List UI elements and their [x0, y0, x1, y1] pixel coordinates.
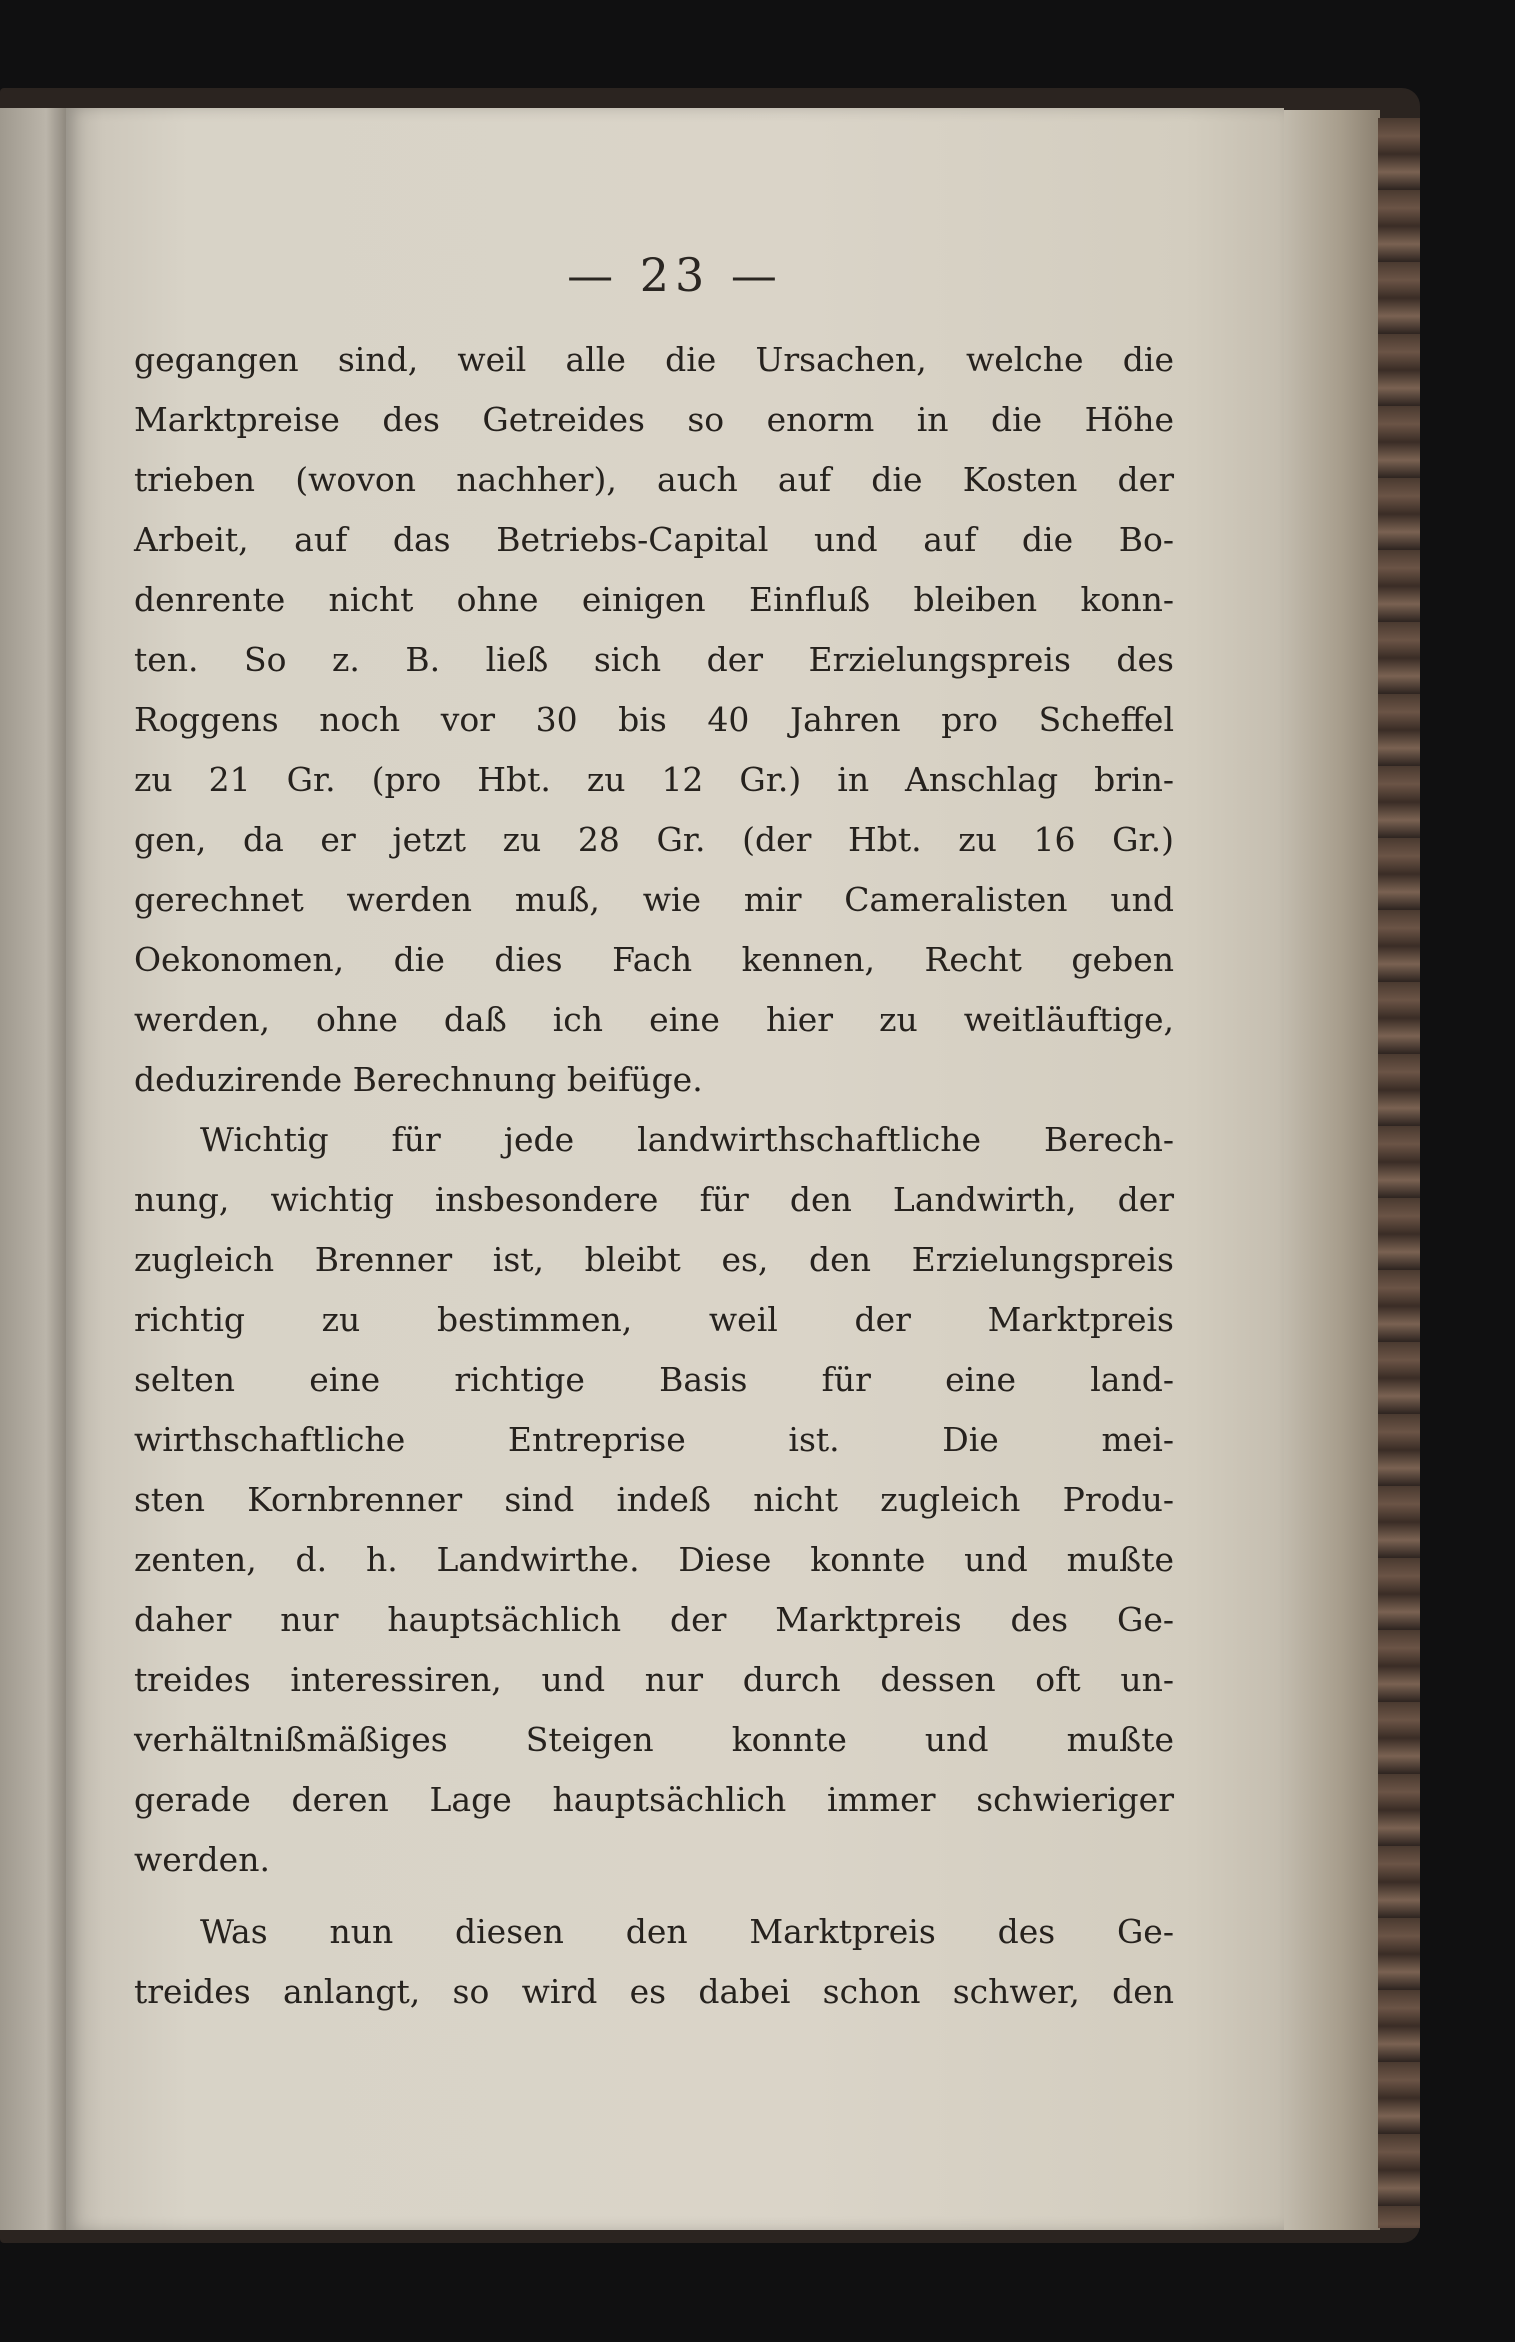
text-line: daher nur hauptsächlich der Marktpreis des Ge- [134, 1600, 1174, 1639]
text-line: treides interessiren, und nur durch dessen oft un- [134, 1660, 1174, 1699]
text-line: gerade deren Lage hauptsächlich immer schwieriger [134, 1780, 1174, 1819]
text-line: Was nun diesen den Marktpreis des Ge- [200, 1912, 1174, 1951]
text-line: gerechnet werden muß, wie mir Cameralisten und [134, 880, 1174, 919]
page-number: — 23 — [567, 248, 783, 302]
page-block-edge [1270, 110, 1380, 2230]
text-line: denrente nicht ohne einigen Einfluß bleiben konn- [134, 580, 1174, 619]
text-line: zu 21 Gr. (pro Hbt. zu 12 Gr.) in Anschlag brin- [134, 760, 1174, 799]
text-line: trieben (wovon nachher), auch auf die Kosten der [134, 460, 1174, 499]
paragraph [134, 1902, 1174, 2022]
body-text [134, 330, 1174, 2022]
text-line: nung, wichtig insbesondere für den Landwirth, der [134, 1180, 1174, 1219]
book-page [66, 108, 1284, 2230]
text-line: verhältnißmäßiges Steigen konnte und mußte [134, 1720, 1174, 1759]
text-line: ten. So z. B. ließ sich der Erzielungspreis des [134, 640, 1174, 679]
paragraph [134, 330, 1174, 1110]
paragraph [134, 1110, 1174, 1890]
text-line: gen, da er jetzt zu 28 Gr. (der Hbt. zu 16 Gr.) [134, 820, 1174, 859]
text-line: deduzirende Berechnung beifüge. [134, 1060, 703, 1099]
facing-page-edge [0, 108, 66, 2230]
marbled-cover-edge [1378, 118, 1420, 2228]
text-line: Roggens noch vor 30 bis 40 Jahren pro Scheffel [134, 700, 1174, 739]
text-line: zugleich Brenner ist, bleibt es, den Erzielungspreis [134, 1240, 1174, 1279]
text-line: treides anlangt, so wird es dabei schon schwer, den [134, 1972, 1174, 2011]
text-line: werden. [134, 1840, 270, 1879]
text-line: zenten, d. h. Landwirthe. Diese konnte und mußte [134, 1540, 1174, 1579]
text-line: Wichtig für jede landwirthschaftliche Berech- [200, 1120, 1174, 1159]
text-line: gegangen sind, weil alle die Ursachen, welche die [134, 340, 1174, 379]
text-line: werden, ohne daß ich eine hier zu weitläuftige, [134, 1000, 1174, 1039]
text-line: richtig zu bestimmen, weil der Marktpreis [134, 1300, 1174, 1339]
text-line: selten eine richtige Basis für eine land- [134, 1360, 1174, 1399]
text-line: Marktpreise des Getreides so enorm in die Höhe [134, 400, 1174, 439]
text-line: Oekonomen, die dies Fach kennen, Recht geben [134, 940, 1174, 979]
text-line: wirthschaftliche Entreprise ist. Die mei- [134, 1420, 1174, 1459]
text-line: Arbeit, auf das Betriebs-Capital und auf die Bo- [134, 520, 1174, 559]
text-line: sten Kornbrenner sind indeß nicht zugleich Produ- [134, 1480, 1174, 1519]
